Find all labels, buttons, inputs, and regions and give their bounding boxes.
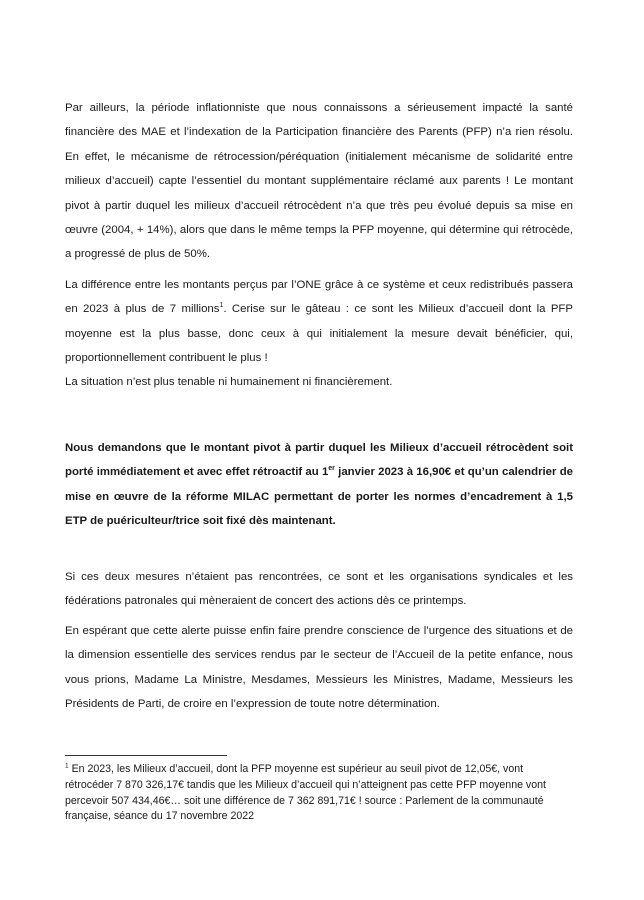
paragraph-inflation-text: Par ailleurs, la période inflationniste que nous connaissons a sérieusement impacté la santé financière des MAE et l’indexation de la Participation financière des Parents (PFP) n’a rien résolu. En effet, le mécanisme de rétrocession/péréquation (initialement mécanisme de solidarité entre milieux d’accueil) capte l’essentiel du montant supplémentaire réclamé aux parents ! Le montant pivot à partir duquel les milieux d’accueil rétrocèdent n’a que très peu évolué depuis sa mise en œuvre (2004, + 14%), alors que dans le même temps la PFP moyenne, qui détermine qui rétrocède, a progressé de plus de 50%. bbox=[65, 102, 573, 261]
paragraph-demand bbox=[65, 436, 573, 534]
paragraph-actions-text: Si ces deux mesures n’étaient pas rencontrées, ce sont et les organisations syndicales et les fédérations patronales qui mèneraient de concert des actions dès ce printemps. bbox=[65, 571, 573, 608]
paragraph-difference-text-b: . Cerise sur le gâteau : ce sont les Milieux d’accueil dont la PFP moyenne est la plus basse, donc ceux à qui initialement la mesure devait bénéficier, qui, proportionnellement contribuent le plus ! bbox=[65, 303, 573, 365]
paragraph-situation-text: La situation n’est plus tenable ni humainement ni financièrement. bbox=[65, 376, 393, 388]
paragraph-difference-text-a: La différence entre les montants perçus par l’ONE grâce à ce système et ceux redistribués passera en 2023 à plus de 7 millions bbox=[65, 279, 573, 316]
paragraph-closing-text: En espérant que cette alerte puisse enfin faire prendre conscience de l’urgence des situations et de la dimension essentielle des services rendus par le secteur de l’Accueil de la petite enfance, nous vous prions, Madame La Ministre, Mesdames, Messieurs les Ministres, Madame, Messieurs les Présidents de Parti, de croire en l’expression de toute notre détermination. bbox=[65, 625, 573, 711]
footnote-text: En 2023, les Milieux d’accueil, dont la PFP moyenne est supérieur au seuil pivot de 12,05€, vont rétrocéder 7 870 326,17€ tandis que les Milieux d’accueil qui n’atteignent pas cette PFP moyenne vont percevoir 507 434,46€… soit une différence de 7 362 891,71€ ! source : Parlement de la communauté française, séance du 17 novembre 2022 bbox=[65, 763, 546, 823]
paragraph-actions bbox=[65, 565, 573, 614]
paragraph-closing bbox=[65, 619, 573, 717]
footnote-marker: 1 bbox=[65, 762, 69, 770]
paragraph-inflation bbox=[65, 96, 573, 267]
paragraph-situation bbox=[65, 370, 573, 394]
footnote bbox=[65, 762, 565, 825]
footnote-separator bbox=[65, 755, 227, 756]
paragraph-demand-text-b: janvier 2023 à 16,90€ et qu’un calendrier de mise en œuvre de la réforme MILAC permettant de porter les normes d’encadrement à 1,5 ETP de puériculteur/trice soit fixé dès maintenant. bbox=[65, 466, 573, 528]
paragraph-demand-text-a: Nous demandons que le montant pivot à partir duquel les Milieux d’accueil rétrocèdent soit porté immédiatement et avec effet rétroactif au 1 bbox=[65, 442, 573, 479]
paragraph-difference bbox=[65, 273, 573, 371]
ordinal-superscript: er bbox=[328, 465, 335, 473]
footnote-reference: 1 bbox=[219, 302, 224, 310]
